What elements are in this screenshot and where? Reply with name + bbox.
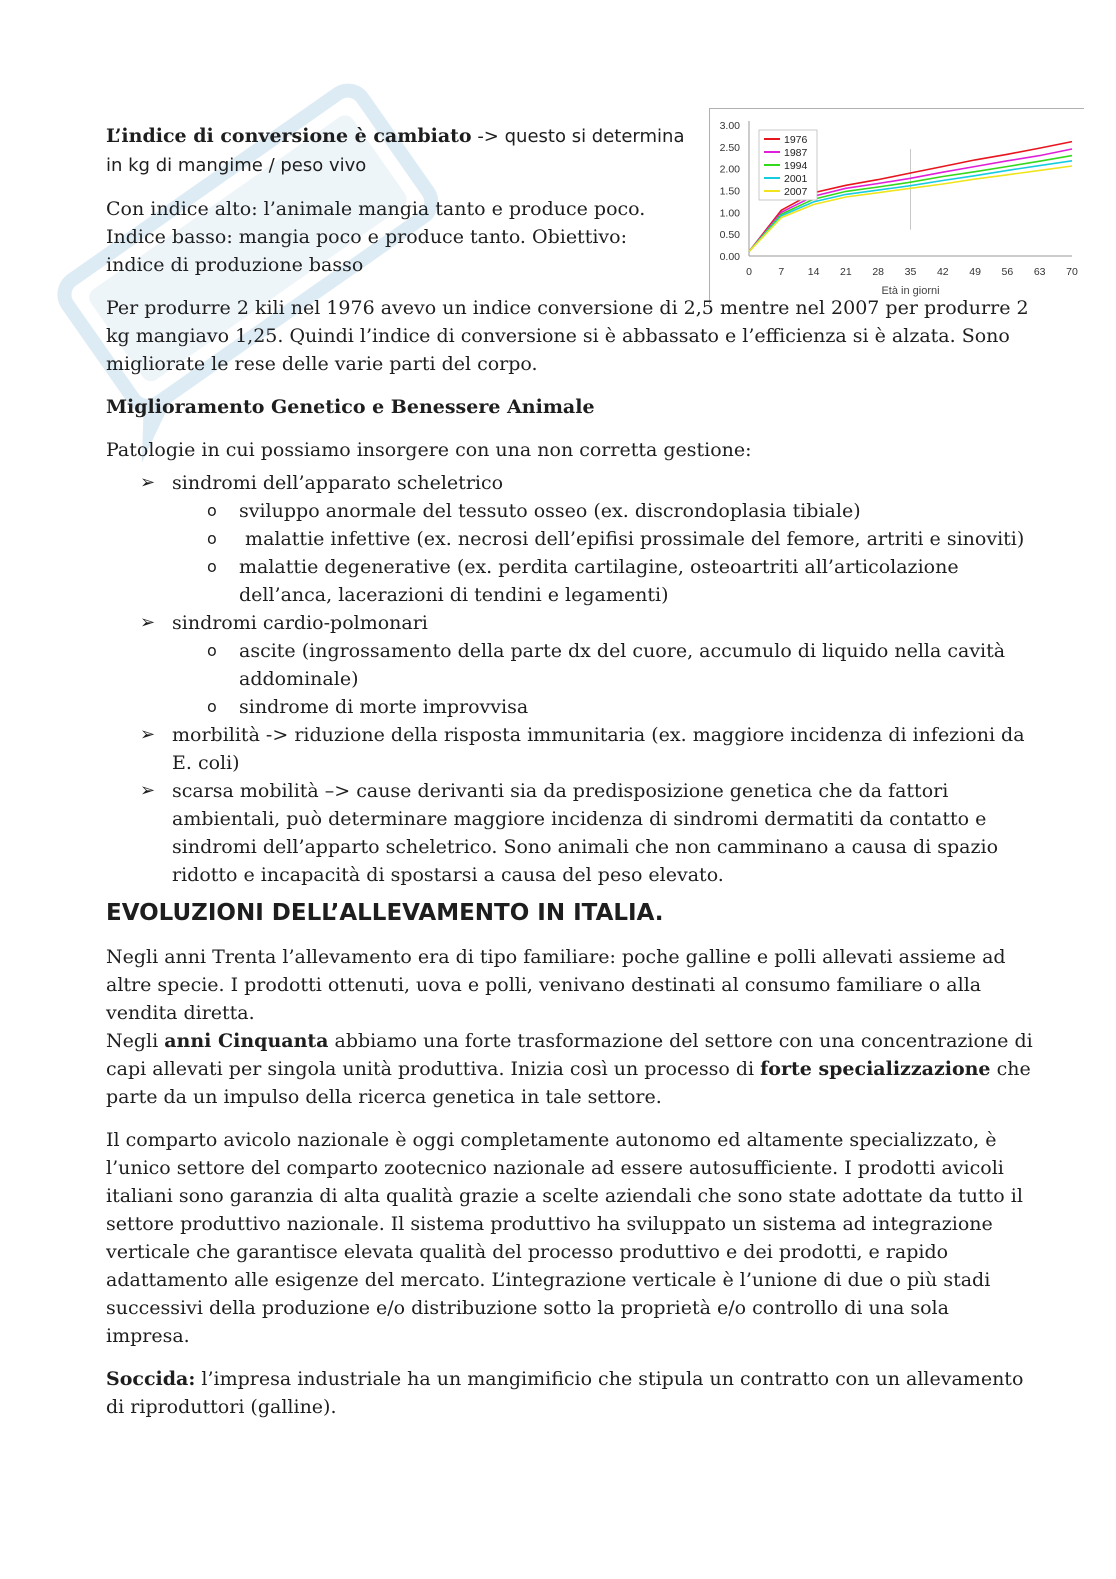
pathology-text: morbilità -> riduzione della risposta immunitaria (ex. maggiore incidenza di infezioni da E. coli) [172, 724, 1025, 774]
y-tick-label: 0.00 [719, 251, 740, 263]
circle-bullet-icon: o [207, 697, 217, 716]
legend-label: 1976 [784, 134, 808, 146]
sub-item [172, 553, 1036, 609]
fifties-bold-b: forte specializzazione [760, 1058, 991, 1080]
legend-label: 2007 [784, 186, 808, 198]
arrow-bullet-icon: ➢ [140, 780, 156, 801]
fifties-bold-a: anni Cinquanta [164, 1030, 329, 1052]
soccida-text: l’impresa industriale ha un mangimificio che stipula un contratto con un allevamento di riproduttori (galline). [106, 1368, 1024, 1418]
y-tick-label: 2.00 [719, 163, 740, 176]
fifties-paragraph [106, 1027, 1036, 1111]
sub-item-text: sindrome di morte improvvisa [239, 696, 529, 718]
conversion-index-text: -> questo si determina in kg di mangime / peso vivo [106, 126, 685, 176]
italy-evolution-heading: EVOLUZIONI DELL’ALLEVAMENTO IN ITALIA. [106, 900, 664, 926]
conversion-index-paragraph [106, 122, 686, 180]
x-tick-label: 70 [1066, 266, 1078, 278]
y-tick-label: 2.50 [719, 141, 740, 154]
legend-label: 1987 [784, 147, 808, 159]
legend-label: 2001 [784, 173, 808, 185]
x-tick-label: 35 [904, 266, 917, 278]
circle-bullet-icon: o [207, 501, 217, 520]
pathology-text: sindromi cardio-polmonari [172, 612, 428, 634]
y-tick-label: 1.00 [719, 207, 740, 220]
conversion-index-bold: L’indice di conversione è cambiato [106, 125, 472, 147]
pathology-item [106, 609, 1036, 721]
main-content [106, 294, 1036, 1436]
pathology-text: sindromi dell’apparato scheletrico [172, 472, 504, 494]
sub-item-text: malattie degenerative (ex. perdita cartilagine, osteoartriti all’articolazione dell’anca, lacerazioni di tendini e legamenti) [239, 556, 965, 606]
x-tick-label: 56 [1001, 266, 1014, 278]
x-tick-label: 42 [936, 266, 949, 278]
sector-paragraph: Il comparto avicolo nazionale è oggi completamente autonomo ed altamente specializzato, è l’unico settore del comparto zootecnico nazionale ad essere autosufficiente. I prodotti avicoli italiani sono garanzia di alta qualità grazie a scelte aziendali che sono state adottate da tutto il settore produttivo nazionale. Il sistema produttivo ha sviluppato un sistema ad integrazione verticale che garantisce elevata qualità del processo produttivo e dei prodotti, e rapido adattamento alle esigenze del mercato. L’integrazione verticale è l’unione di due o più stadi successivi della produzione e/o distribuzione sotto la proprietà e/o controllo di una sola impresa. [106, 1129, 1023, 1347]
pathology-item [106, 469, 1036, 609]
arrow-bullet-icon: ➢ [140, 472, 156, 493]
sub-item [172, 525, 1036, 553]
index-explanation-paragraph: Con indice alto: l’animale mangia tanto e produce poco. Indice basso: mangia poco e produce tanto. Obiettivo: indice di produzione basso [106, 198, 646, 276]
pathology-text: scarsa mobilità –> cause derivanti sia da predisposizione genetica che da fattori ambientali, può determinare maggiore incidenza di sindromi dermatiti da contatto e sindromi dell’apparto scheletrico. Sono animali che non camminano a causa di spazio ridotto e incapacità di spostarsi a causa del peso elevato. [172, 780, 999, 886]
arrow-bullet-icon: ➢ [140, 724, 156, 745]
sub-list [172, 637, 1036, 721]
pathology-item [106, 721, 1036, 777]
sub-item [172, 637, 1036, 693]
sub-item-text: sviluppo anormale del tessuto osseo (ex. discrondoplasia tibiale) [239, 500, 861, 522]
y-tick-label: 3.00 [719, 120, 740, 132]
circle-bullet-icon: o [207, 641, 217, 660]
x-axis-label: Età in giorni [881, 285, 940, 297]
sub-item [172, 497, 1036, 525]
sub-item-text: malattie infettive (ex. necrosi dell’epifisi prossimale del femore, artriti e sinoviti) [239, 528, 1025, 550]
x-tick-label: 28 [872, 266, 885, 278]
arrow-bullet-icon: ➢ [140, 612, 156, 633]
thirties-paragraph: Negli anni Trenta l’allevamento era di tipo familiare: poche galline e polli allevati assieme ad altre specie. I prodotti ottenuti, uova e polli, venivano destinati al consumo familiare o alla vendita diretta. [106, 946, 1006, 1024]
x-tick-label: 0 [746, 266, 752, 278]
genetic-welfare-heading: Miglioramento Genetico e Benessere Animale [106, 396, 595, 418]
conversion-chart [709, 108, 1084, 304]
x-tick-label: 49 [969, 266, 981, 278]
pathologies-intro: Patologie in cui possiamo insorgere con una non corretta gestione: [106, 439, 752, 461]
x-tick-label: 63 [1033, 266, 1046, 278]
soccida-paragraph [106, 1365, 1036, 1421]
chart-legend [759, 130, 817, 200]
fifties-text-a: Negli [106, 1030, 165, 1052]
sub-item-text: ascite (ingrossamento della parte dx del cuore, accumulo di liquido nella cavità addominale) [239, 640, 1012, 690]
pathology-item [106, 777, 1036, 889]
fifties-text-c: che parte da un impulso della ricerca genetica in tale settore. [106, 1058, 1031, 1108]
soccida-bold: Soccida: [106, 1368, 196, 1390]
intro-section [106, 122, 686, 294]
circle-bullet-icon: o [207, 557, 217, 576]
sub-list [172, 497, 1036, 609]
legend-label: 1994 [784, 160, 808, 172]
sub-item [172, 693, 1036, 721]
y-tick-label: 0.50 [719, 229, 740, 242]
x-tick-label: 14 [807, 266, 820, 278]
pathologies-list [106, 469, 1036, 889]
x-tick-label: 7 [778, 266, 785, 278]
y-tick-label: 1.50 [719, 185, 740, 198]
circle-bullet-icon: o [207, 529, 217, 548]
fifties-text-b: abbiamo una forte trasformazione del settore con una concentrazione di capi allevati per singola unità produttiva. Inizia così un processo di [106, 1030, 1033, 1080]
x-tick-label: 21 [840, 266, 852, 278]
conversion-history-paragraph: Per produrre 2 kili nel 1976 avevo un indice conversione di 2,5 mentre nel 2007 per produrre 2 kg mangiavo 1,25. Quindi l’indice di conversione si è abbassato e l’efficienza si è alzata. Sono migliorate le rese delle varie parti del corpo. [106, 297, 1029, 375]
